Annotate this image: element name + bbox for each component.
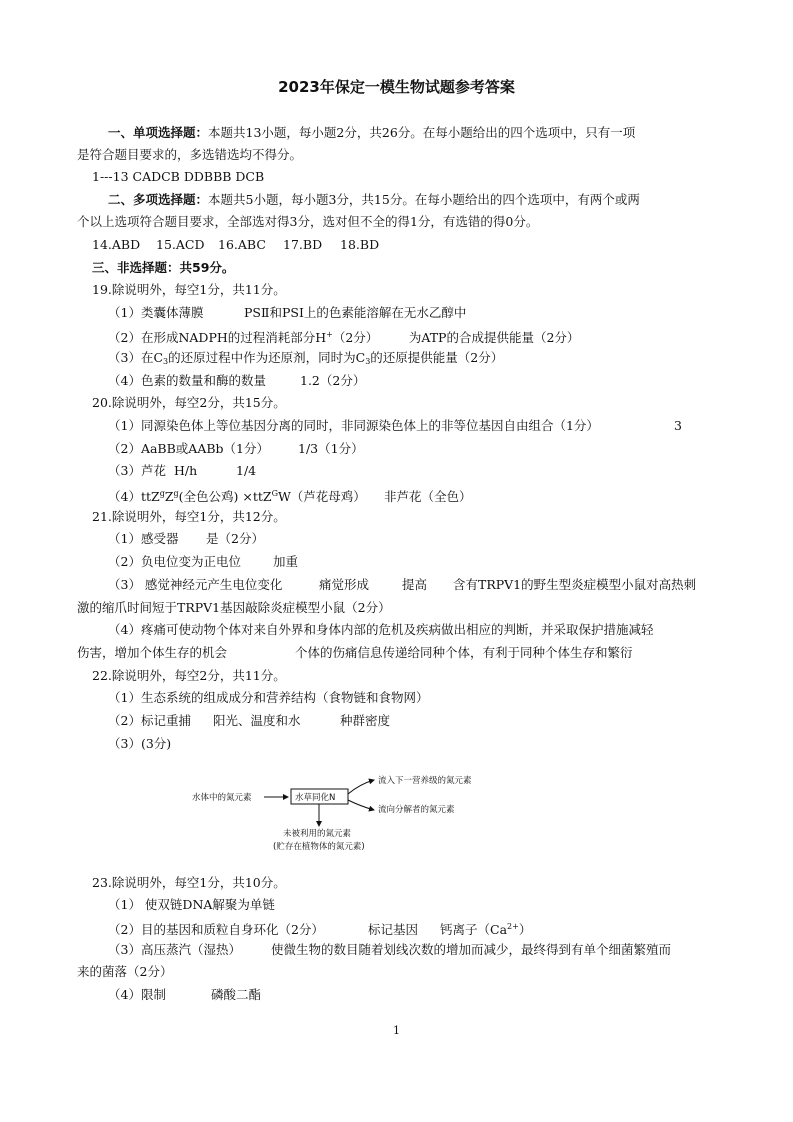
q20-l3c: 1/4 xyxy=(236,463,257,478)
answer-18: 18.BD xyxy=(340,237,380,252)
q23-line4 xyxy=(108,986,261,1004)
q20-line2 xyxy=(108,440,364,458)
diagram-center-label: 水草同化N xyxy=(295,793,336,803)
q23-line3 xyxy=(108,941,671,959)
q22-l2b: 阳光、温度和水 xyxy=(213,713,301,728)
q19-line4 xyxy=(108,372,365,390)
q23-head: 23.除说明外，每空1分，共10分。 xyxy=(92,875,286,890)
q19-l1b: PSⅡ和PSⅠ上的色素能溶解在无水乙醇中 xyxy=(244,305,467,320)
q19-l2b: （2分） xyxy=(332,330,379,345)
q19-l3b: 的还原过程中作为还原剂，同时为C xyxy=(168,350,366,365)
q21-l3b: 痛觉形成 xyxy=(319,577,370,592)
q20-l4sup3: G xyxy=(271,489,278,498)
q23-l2a: （2）目的基因和质粒自身环化（2分） xyxy=(108,922,324,937)
q23-l3b: 使微生物的数目随着划线次数的增加而减少，最终得到有单个细菌繁殖而 xyxy=(271,942,672,957)
answer-14: 14.ABD xyxy=(92,237,141,252)
section1-line1 xyxy=(108,124,635,142)
diagram-source-label: 水体中的氮元素 xyxy=(192,793,252,803)
q19-l2c: 为ATP的合成提供能量（2分） xyxy=(408,330,580,345)
q21-line2 xyxy=(108,553,298,571)
q20-l4e: 非芦花（全色） xyxy=(383,489,472,504)
q21-line1 xyxy=(108,530,264,548)
section1-desc1: 本题共13小题，每小题2分，共26分。在每小题给出的四个选项中，只有一项 xyxy=(208,125,636,140)
q19-l3sub1: 3 xyxy=(163,357,169,366)
q22-l2c: 种群密度 xyxy=(340,713,391,728)
q21-l4c: 个体的伤痛信息传递给同种个体，有利于同种个体生存和繁衍 xyxy=(295,645,633,660)
q19-line1 xyxy=(108,304,466,322)
diagram-out2-label: 流向分解者的氮元素 xyxy=(378,805,455,815)
q21-l4b: 伤害，增加个体生存的机会 xyxy=(77,645,228,660)
section2-heading: 二、多项选择题： xyxy=(108,192,209,207)
q23-l2b: 标记基因 xyxy=(368,922,419,937)
q20-l4sup1: g xyxy=(159,489,165,498)
answer-15: 15.ACD xyxy=(156,237,205,252)
q20-l2b: 1/3（1分） xyxy=(298,441,364,456)
q19-line3 xyxy=(108,349,503,371)
q21-l2a: （2）负电位变为正电位 xyxy=(108,554,241,569)
q21-l1a: （1）感受器 xyxy=(108,531,179,546)
q20-l1b: 3 xyxy=(674,418,682,433)
q19-l3a: （3）在C xyxy=(108,350,164,365)
q21-l3e: 激的缩爪时间短于TRPV1基因敲除炎症模型小鼠（2分） xyxy=(77,600,391,615)
q20-line3 xyxy=(108,462,256,480)
section2-desc1: 本题共5小题，每小题3分，共15分。在每小题给出的四个选项中，有两个或两 xyxy=(208,192,640,207)
page-title: 2023年保定一模生物试题参考答案 xyxy=(278,78,515,96)
q19-l2sup: + xyxy=(326,330,333,339)
diagram-down1-label: 未被利用的氮元素 xyxy=(283,829,352,839)
q19-l4b: 1.2（2分） xyxy=(300,373,366,388)
q21-l2b: 加重 xyxy=(273,554,299,569)
q20-l4c: (全色公鸡) ×ttZ xyxy=(178,489,272,504)
q20-l2a: （2）AaBB或AABb（1分） xyxy=(108,441,269,456)
section1-answers: 1---13 CADCB DDBBB DCB xyxy=(92,169,265,184)
q23-l4a: （4）限制 xyxy=(108,987,166,1002)
q19-head: 19.除说明外，每空1分，共11分。 xyxy=(92,282,286,297)
section1-heading: 一、单项选择题： xyxy=(108,125,209,140)
q20-l3a: （3）芦花 xyxy=(108,463,166,478)
q22-l3: （3）(3分) xyxy=(108,736,172,751)
section3-heading: 三、非选择题：共59分。 xyxy=(92,260,235,275)
q19-l3sub2: 3 xyxy=(365,357,371,366)
section2-answers xyxy=(92,236,379,254)
q20-l1a: （1）同源染色体上等位基因分离的同时，非同源染色体上的非等位基因自由组合（1分） xyxy=(108,418,599,433)
diagram-down2-label: (贮存在植物体的氮元素) xyxy=(273,842,365,852)
diagram-out1-label: 流入下一营养级的氮元素 xyxy=(378,776,472,786)
section2-line1 xyxy=(108,191,640,209)
q23-line2 xyxy=(108,918,531,939)
q20-l4a: （4）ttZ xyxy=(108,489,160,504)
q20-l4b: Z xyxy=(164,489,174,504)
q21-l3a: （3） 感觉神经元产生电位变化 xyxy=(108,577,283,592)
q20-l4d: W（芦花母鸡） xyxy=(277,489,366,504)
q20-line4 xyxy=(108,485,471,506)
q23-l3a: （3）高压蒸汽（湿热） xyxy=(108,942,241,957)
q20-line1 xyxy=(108,417,682,435)
q21-head: 21.除说明外，每空1分，共12分。 xyxy=(92,509,286,524)
section1-desc2: 是符合题目要求的，多选错选均不得分。 xyxy=(77,147,303,162)
answer-17: 17.BD xyxy=(283,237,323,252)
q23-l1: （1） 使双链DNA解聚为单链 xyxy=(108,897,275,912)
section2-desc2: 个以上选项符合题目要求，全部选对得3分，选对但不全的得1分，有选错的得0分。 xyxy=(77,214,539,229)
q21-l3c: 提高 xyxy=(402,577,428,592)
page-number: 1 xyxy=(393,1024,400,1037)
q23-l4b: 磷酸二酯 xyxy=(211,987,262,1002)
q20-head: 20.除说明外，每空2分，共15分。 xyxy=(92,395,286,410)
q21-l3d: 含有TRPV1的野生型炎症模型小鼠对高热刺 xyxy=(453,577,697,592)
q19-l1a: （1）类囊体薄膜 xyxy=(108,305,204,320)
q19-line2 xyxy=(108,326,579,347)
q23-l3c: 来的菌落（2分） xyxy=(77,964,173,979)
q19-l2a: （2）在形成NADPH的过程消耗部分H xyxy=(108,330,327,345)
nitrogen-flow-diagram xyxy=(180,770,490,860)
q23-l2d: ） xyxy=(518,922,532,937)
q22-line2 xyxy=(108,712,390,730)
q22-l2a: （2）标记重捕 xyxy=(108,713,191,728)
q19-l4a: （4）色素的数量和酶的数量 xyxy=(108,373,266,388)
q21-l4a: （4）疼痛可使动物个体对来自外界和身体内部的危机及疾病做出相应的判断，并采取保护措施减轻 xyxy=(108,622,654,637)
answer-16: 16.ABC xyxy=(218,237,266,252)
q21-line3 xyxy=(108,576,696,594)
q20-l4sup2: g xyxy=(173,489,179,498)
q23-l2c: 钙离子（Ca xyxy=(440,922,508,937)
q19-l3c: 的还原提供能量（2分） xyxy=(370,350,504,365)
diagram-arrow-up xyxy=(348,780,374,794)
q23-l2sup: 2+ xyxy=(507,922,519,931)
q20-l3b: H/h xyxy=(174,463,198,478)
q22-head: 22.除说明外，每空2分，共11分。 xyxy=(92,668,286,683)
q21-l1b: 是（2分） xyxy=(206,531,264,546)
q22-l1: （1）生态系统的组成成分和营养结构（食物链和食物网） xyxy=(108,690,429,705)
diagram-arrow-down-right xyxy=(348,800,374,810)
q21-line4b xyxy=(77,644,633,662)
